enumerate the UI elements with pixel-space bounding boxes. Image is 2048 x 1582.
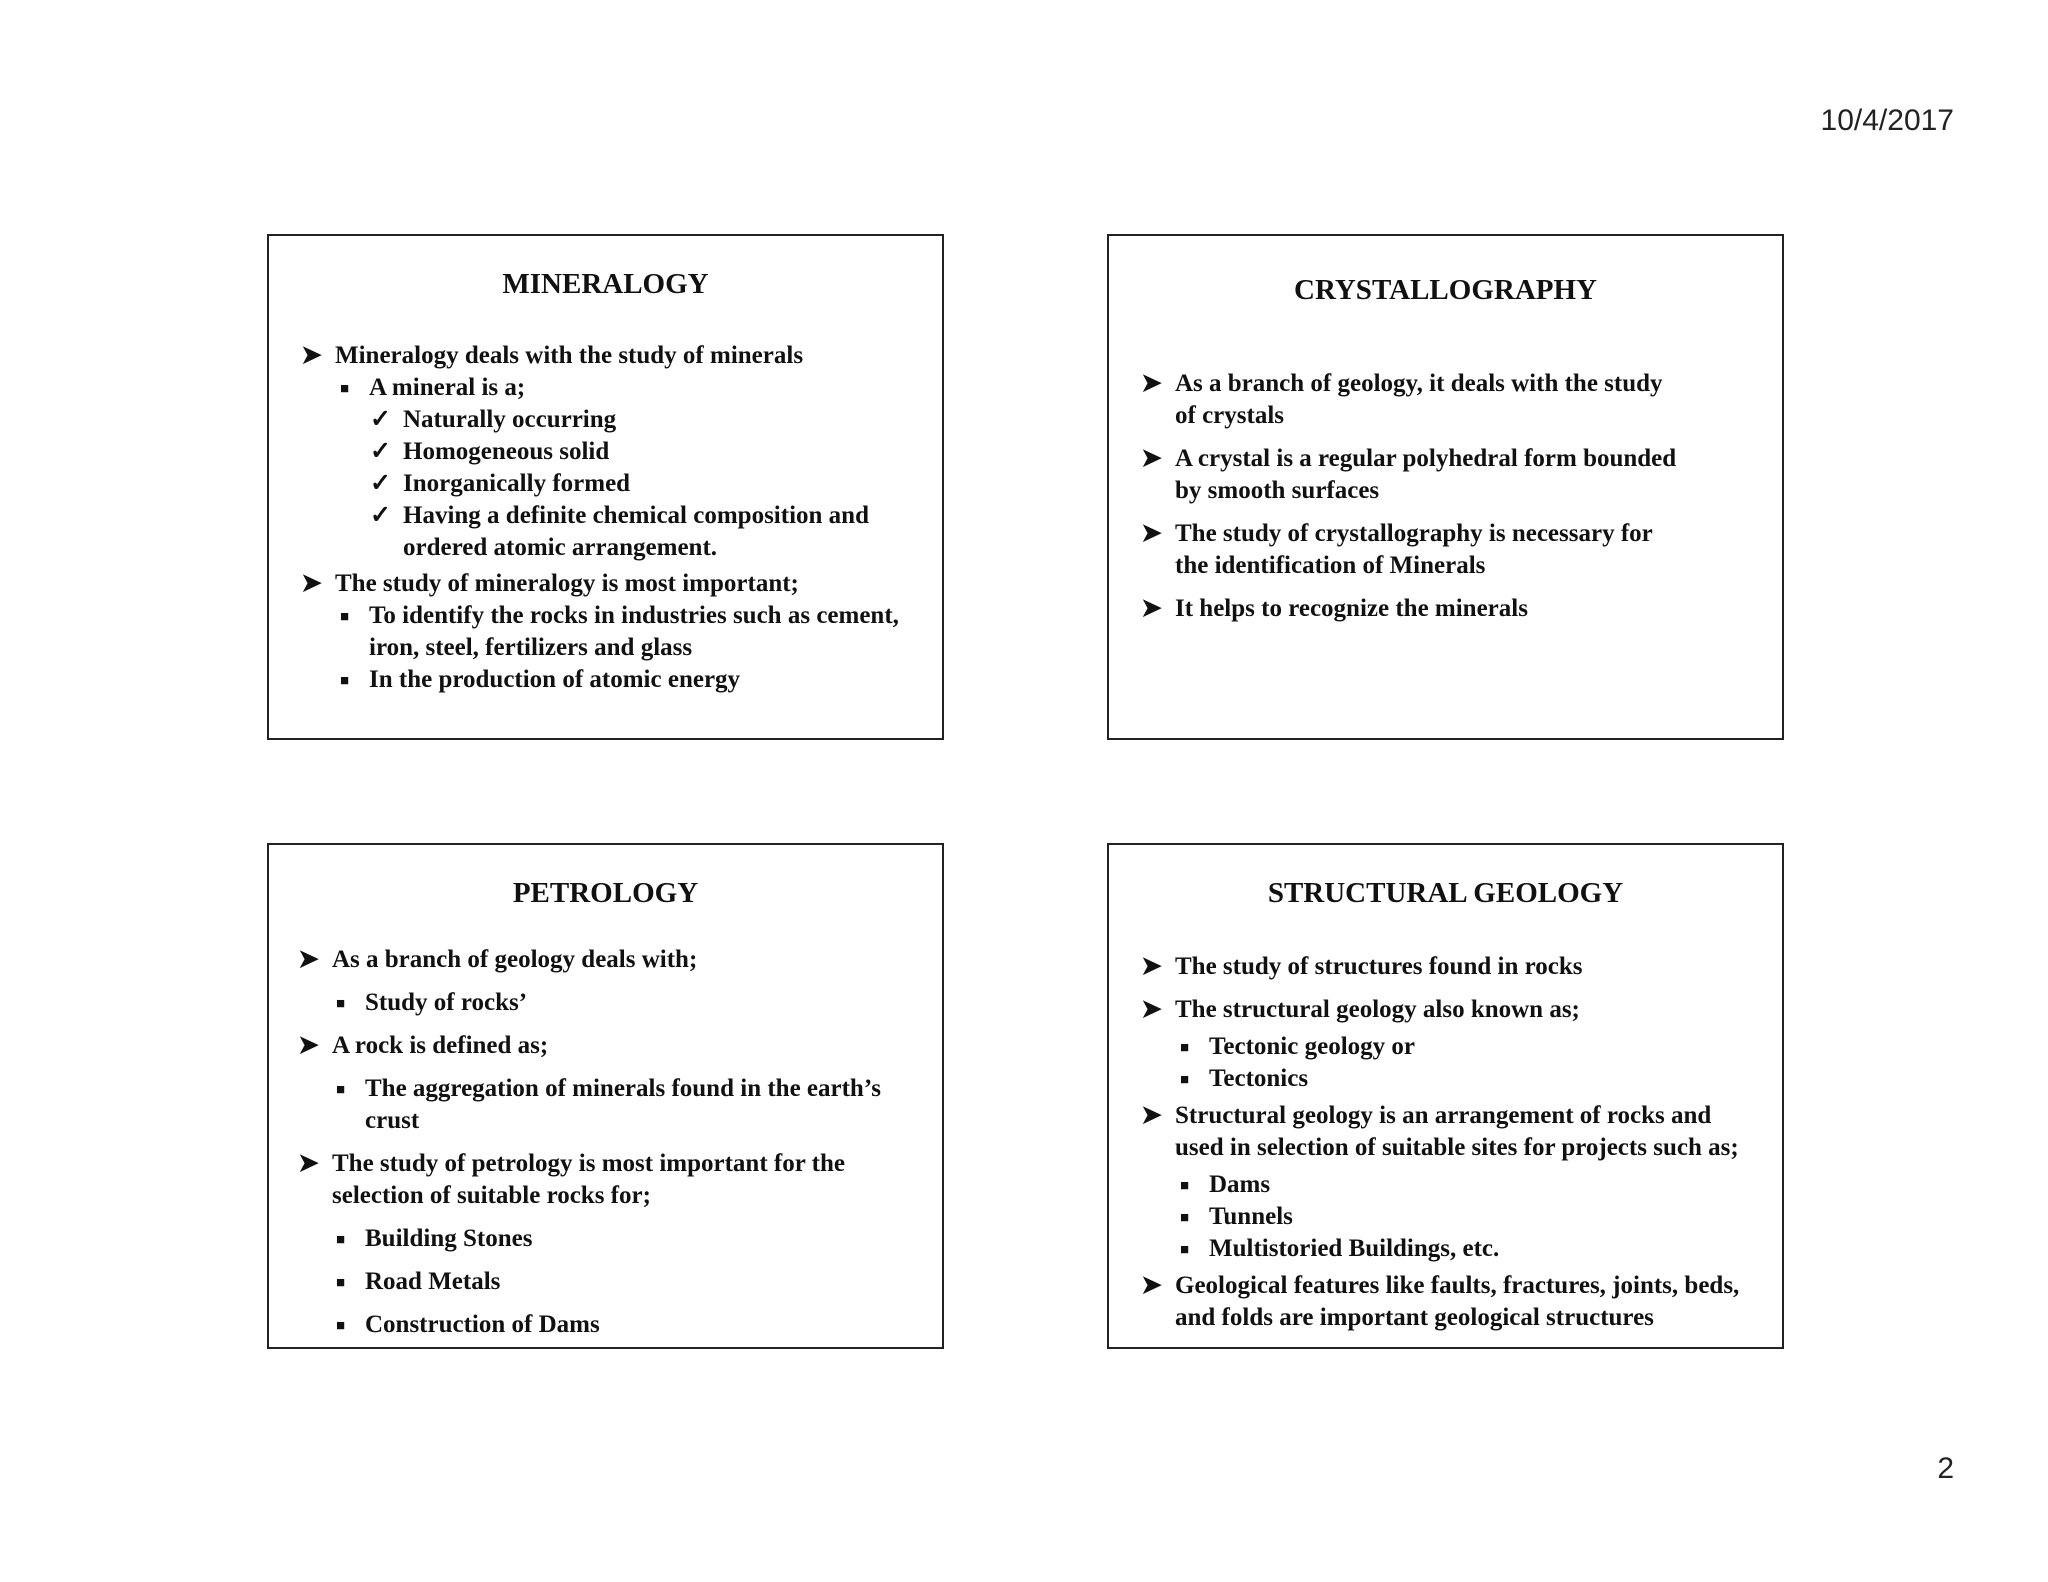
bullet-item: ■ Tectonics <box>1209 1063 1308 1095</box>
bullet-item: ■ Dams <box>1209 1169 1270 1201</box>
bullet-item: ■ Tunnels <box>1209 1201 1293 1233</box>
bullet-item: ➤ As a branch of geology deals with; <box>332 944 697 976</box>
slide-structural-geology <box>1107 843 1784 1349</box>
bullet-item: ➤ Mineralogy deals with the study of minerals <box>335 340 803 372</box>
bullet-item: ✓ Inorganically formed <box>403 468 630 500</box>
bullet-continuation: iron, steel, fertilizers and glass <box>369 634 693 661</box>
bullet-item: ➤ Structural geology is an arrangement of rocks and <box>1175 1100 1711 1132</box>
arrow-bullet-icon: ➤ <box>301 570 322 597</box>
bullet-continuation: the identification of Minerals <box>1175 552 1486 579</box>
bullet-item: ■ Multistoried Buildings, etc. <box>1209 1233 1499 1265</box>
check-bullet-icon: ✓ <box>370 470 391 497</box>
square-bullet-icon: ■ <box>336 1082 346 1098</box>
bullet-item: ■ In the production of atomic energy <box>369 664 740 696</box>
header-date: 10/4/2017 <box>1820 104 1954 137</box>
slide-title: STRUCTURAL GEOLOGY <box>1267 877 1624 909</box>
bullet-item: ■ The aggregation of minerals found in the earth’s <box>365 1073 881 1105</box>
page-number: 2 <box>1937 1452 1954 1485</box>
arrow-bullet-icon: ➤ <box>298 946 319 973</box>
bullet-item: ➤ It helps to recognize the minerals <box>1175 593 1528 625</box>
arrow-bullet-icon: ➤ <box>1141 1272 1162 1299</box>
arrow-bullet-icon: ➤ <box>1141 520 1162 547</box>
bullet-item: ■ Construction of Dams <box>365 1309 600 1341</box>
bullet-item: ■ Tectonic geology or <box>1209 1031 1415 1063</box>
check-bullet-icon: ✓ <box>370 438 391 465</box>
square-bullet-icon: ■ <box>1180 1040 1190 1056</box>
slide-mineralogy <box>267 234 944 740</box>
bullet-item: ➤ As a branch of geology, it deals with the study <box>1175 368 1663 400</box>
square-bullet-icon: ■ <box>336 996 346 1012</box>
slide-petrology <box>267 843 944 1349</box>
bullet-item: ✓ Having a definite chemical composition and <box>403 500 869 532</box>
bullet-continuation: and folds are important geological structures <box>1175 1304 1654 1331</box>
arrow-bullet-icon: ➤ <box>1141 370 1162 397</box>
bullet-continuation: by smooth surfaces <box>1175 477 1380 504</box>
square-bullet-icon: ■ <box>1180 1178 1190 1194</box>
bullet-item: ✓ Naturally occurring <box>403 404 616 436</box>
arrow-bullet-icon: ➤ <box>1141 996 1162 1023</box>
arrow-bullet-icon: ➤ <box>298 1150 319 1177</box>
square-bullet-icon: ■ <box>336 1275 346 1291</box>
square-bullet-icon: ■ <box>340 381 350 397</box>
check-bullet-icon: ✓ <box>370 406 391 433</box>
bullet-item: ■ A mineral is a; <box>369 372 525 404</box>
square-bullet-icon: ■ <box>1180 1072 1190 1088</box>
arrow-bullet-icon: ➤ <box>1141 953 1162 980</box>
bullet-item: ➤ The study of mineralogy is most important; <box>335 568 799 600</box>
square-bullet-icon: ■ <box>1180 1242 1190 1258</box>
square-bullet-icon: ■ <box>1180 1210 1190 1226</box>
bullet-item: ➤ The study of petrology is most important for the <box>332 1148 845 1180</box>
square-bullet-icon: ■ <box>340 609 350 625</box>
arrow-bullet-icon: ➤ <box>301 342 322 369</box>
slide-title: CRYSTALLOGRAPHY <box>1294 274 1597 306</box>
bullet-continuation: ordered atomic arrangement. <box>403 534 718 561</box>
slide-title: MINERALOGY <box>502 268 709 300</box>
check-bullet-icon: ✓ <box>370 502 391 529</box>
arrow-bullet-icon: ➤ <box>1141 1102 1162 1129</box>
bullet-continuation: used in selection of suitable sites for projects such as; <box>1175 1134 1739 1161</box>
square-bullet-icon: ■ <box>336 1232 346 1248</box>
bullet-item: ➤ A rock is defined as; <box>332 1030 548 1062</box>
bullet-item: ➤ Geological features like faults, fractures, joints, beds, <box>1175 1270 1739 1302</box>
bullet-item: ■ To identify the rocks in industries such as cement, <box>369 600 899 632</box>
bullet-continuation: selection of suitable rocks for; <box>332 1182 651 1209</box>
bullet-item: ➤ The study of crystallography is necessary for <box>1175 518 1653 550</box>
bullet-continuation: crust <box>365 1107 420 1134</box>
arrow-bullet-icon: ➤ <box>1141 445 1162 472</box>
bullet-item: ■ Road Metals <box>365 1266 500 1298</box>
square-bullet-icon: ■ <box>336 1318 346 1334</box>
arrow-bullet-icon: ➤ <box>1141 595 1162 622</box>
slide-title: PETROLOGY <box>512 877 699 909</box>
bullet-item: ➤ The study of structures found in rocks <box>1175 951 1582 983</box>
arrow-bullet-icon: ➤ <box>298 1032 319 1059</box>
slide-crystallography <box>1107 234 1784 740</box>
bullet-item: ■ Study of rocks’ <box>365 987 527 1019</box>
square-bullet-icon: ■ <box>340 673 350 689</box>
bullet-item: ■ Building Stones <box>365 1223 532 1255</box>
bullet-continuation: of crystals <box>1175 402 1284 429</box>
bullet-item: ➤ A crystal is a regular polyhedral form bounded <box>1175 443 1676 475</box>
bullet-item: ✓ Homogeneous solid <box>403 436 609 468</box>
bullet-item: ➤ The structural geology also known as; <box>1175 994 1580 1026</box>
